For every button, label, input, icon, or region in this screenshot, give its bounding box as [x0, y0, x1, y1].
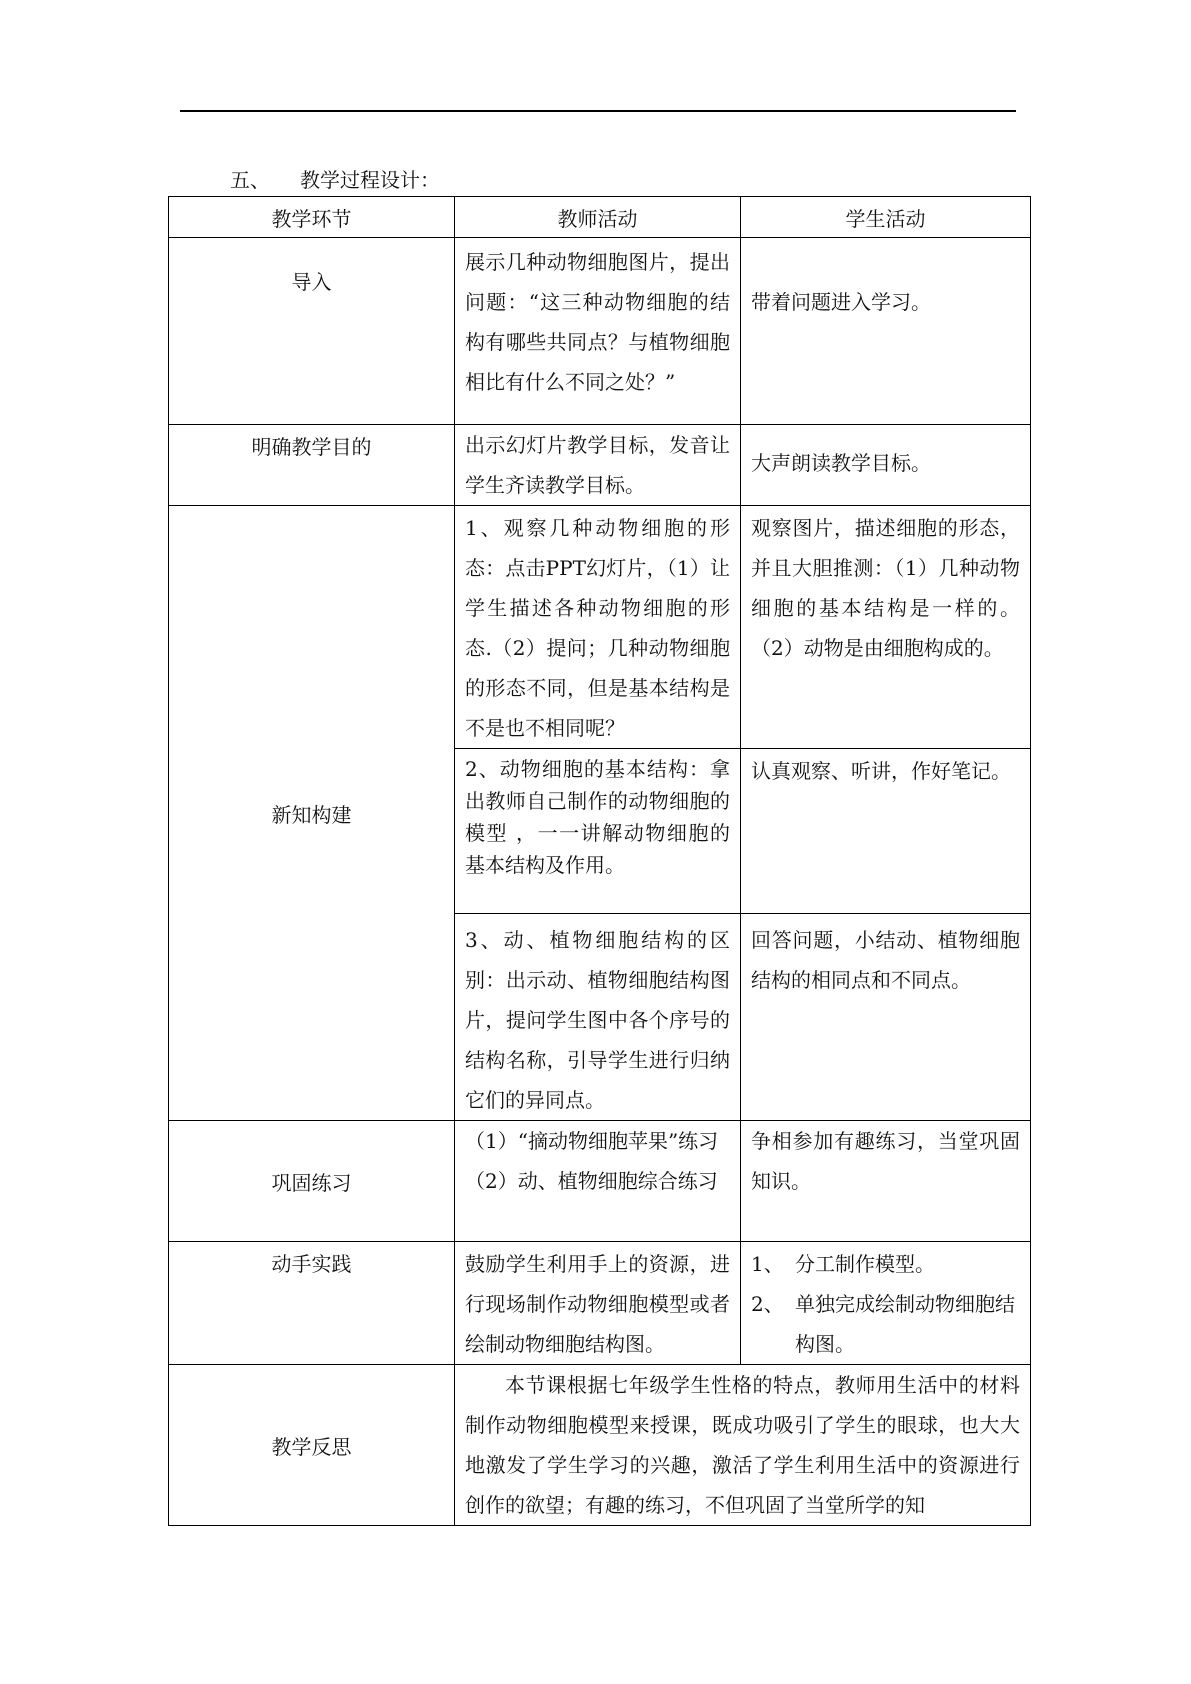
stage-cell [169, 506, 455, 1121]
teacher-text: 3、动、植物细胞结构的区别：出示动、植物细胞结构图片，提问学生图中各个序号的结构名称，引导学生进行归纳它们的异同点。 [465, 928, 730, 1112]
student-cell [741, 1121, 1031, 1242]
section-title: 教学过程设计： [300, 168, 440, 192]
teacher-cell [455, 238, 741, 425]
table-row-new-knowledge-1 [169, 506, 1031, 749]
reflection-cell [455, 1365, 1031, 1526]
lesson-process-table [168, 196, 1031, 1526]
teacher-cell [455, 914, 741, 1121]
student-task-list [751, 1242, 1020, 1364]
student-text: 观察图片，描述细胞的形态，并且大胆推测：（1）几种动物细胞的基本结构是一样的。（2）动物是由细胞构成的。 [751, 516, 1020, 660]
teacher-text: 2、动物细胞的基本结构：拿出教师自己制作的动物细胞的模型 ，一一讲解动物细胞的基本结构及作用。 [465, 757, 730, 877]
student-text: 大声朗读教学目标。 [751, 451, 931, 475]
list-item: 2、 单独完成绘制动物细胞结构图。 [751, 1292, 1015, 1356]
student-cell [741, 238, 1031, 425]
header-rule [180, 110, 1016, 112]
stage-label: 动手实践 [271, 1252, 352, 1276]
table-row-goals [169, 425, 1031, 506]
stage-label: 巩固练习 [271, 1170, 352, 1195]
teacher-text: 展示几种动物细胞图片，提出问题：“这三种动物细胞的结构有哪些共同点？与植物细胞相比有什么不同之处？” [465, 250, 730, 394]
stage-cell [169, 1365, 455, 1526]
teacher-cell [455, 506, 741, 749]
teacher-cell [455, 425, 741, 506]
student-cell [741, 914, 1031, 1121]
table-row-practice [169, 1121, 1031, 1242]
section-heading [230, 167, 440, 193]
stage-label: 明确教学目的 [251, 435, 372, 459]
table-row-intro [169, 238, 1031, 425]
student-text: 认真观察、听讲，作好笔记。 [751, 759, 1011, 783]
teacher-cell [455, 1242, 741, 1365]
stage-label: 导入 [291, 270, 332, 294]
stage-cell [169, 425, 455, 506]
stage-cell [169, 1242, 455, 1365]
student-cell [741, 749, 1031, 914]
student-text: 带着问题进入学习。 [751, 290, 931, 314]
stage-label: 教学反思 [271, 1434, 352, 1459]
header-teacher-activity: 教师活动 [455, 197, 741, 238]
teacher-cell [455, 749, 741, 914]
section-number: 五、 [230, 168, 270, 192]
teacher-text: 出示幻灯片教学目标，发音让学生齐读教学目标。 [465, 433, 730, 497]
teacher-text-2: （2）动、植物细胞综合练习 [465, 1169, 718, 1193]
reflection-text: 本节课根据七年级学生性格的特点，教师用生活中的材料制作动物细胞模型来授课，既成功吸引了学生的眼球，也大大地激发了学生学习的兴趣，激活了学生利用生活中的资源进行创作的欲望；有趣的练习，不但巩固了当堂所学的知 [465, 1373, 1020, 1517]
table-header-row [169, 197, 1031, 238]
stage-label: 新知构建 [271, 802, 352, 827]
student-text: 争相参加有趣练习，当堂巩固知识。 [751, 1129, 1020, 1193]
header-student-activity: 学生活动 [741, 197, 1031, 238]
stage-cell [169, 1121, 455, 1242]
teacher-text-1: （1）“摘动物细胞苹果”练习 [465, 1129, 719, 1153]
teacher-cell [455, 1121, 741, 1242]
student-cell [741, 1242, 1031, 1365]
student-text: 回答问题，小结动、植物细胞结构的相同点和不同点。 [751, 928, 1020, 992]
teacher-text: 1、观察几种动物细胞的形态：点击PPT幻灯片，（1）让学生描述各种动物细胞的形态.（2）提问；几种动物细胞的形态不同，但是基本结构是不是也不相同呢？ [465, 516, 730, 740]
header-stage: 教学环节 [169, 197, 455, 238]
teacher-text: 鼓励学生利用手上的资源，进行现场制作动物细胞模型或者绘制动物细胞结构图。 [465, 1252, 730, 1356]
table-row-reflection [169, 1365, 1031, 1526]
stage-cell [169, 238, 455, 425]
table-row-hands-on [169, 1242, 1031, 1365]
student-cell [741, 506, 1031, 749]
student-cell [741, 425, 1031, 506]
list-item: 1、 分工制作模型。 [751, 1252, 935, 1276]
